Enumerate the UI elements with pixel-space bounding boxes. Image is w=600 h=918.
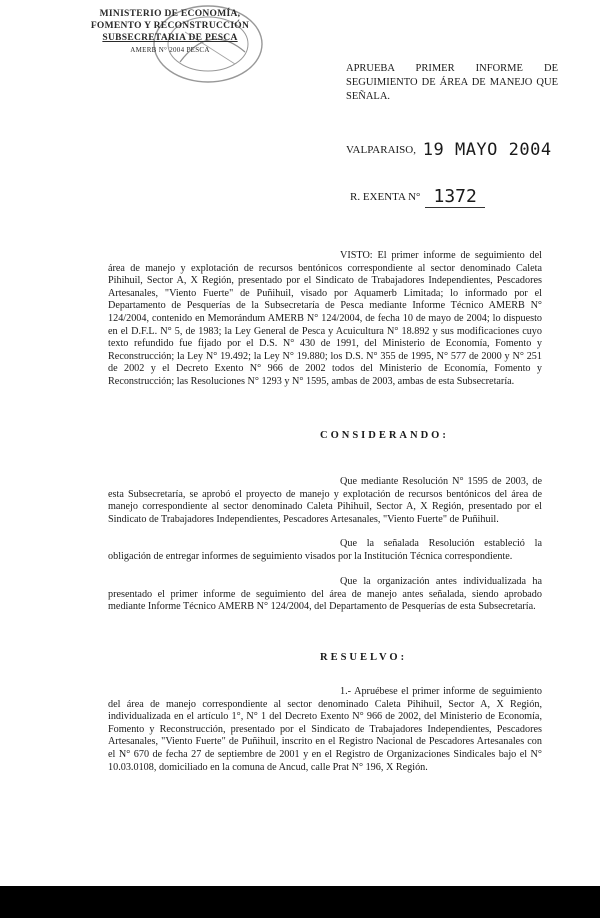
considerando-paragraph: Que mediante Resolución N° 1595 de 2003, de esta Subsecretaría, se aprobó el proyecto de manejo y explotación de recursos bentónicos del área de manejo correspondiente al sector denominado Caleta Pihihuil, Sector A, X Región, presentado por el Sindicato de Trabajadores Independientes, Pescadores Artesanales, "Viento Fuerte" de Puñihuil. bbox=[108, 476, 542, 525]
ministry-subtitle: FOMENTO Y RECONSTRUCCIÓN bbox=[90, 21, 250, 31]
resolution-label: R. EXENTA N° bbox=[350, 191, 421, 203]
ministry-header bbox=[70, 8, 270, 56]
considerando-heading: CONSIDERANDO: bbox=[320, 430, 449, 441]
ministry-name: MINISTERIO DE ECONOMÍA, bbox=[99, 9, 241, 19]
place-date-line bbox=[346, 140, 552, 160]
resuelvo-paragraph: 1.- Apruébese el primer informe de seguimiento del área de manejo correspondiente al sector denominado Caleta Pihihuil, Sector A, X Región, individualizada en el artículo 1°, N° 1 del Decreto Exento N° 966 de 2002, del Ministerio de Economía, Fomento y Reconstrucción, presentado por el Sindicato de Trabajadores Independientes, Pescadores Artesanales, "Viento Fuerte" de Puñihuil, inscrito en el Registro Nacional de Pescadores Artesanales con el N° 670 de fecha 27 de septiembre de 2001 y en el Registro de Organizaciones Sindicales bajo el N° 10.03.0108, domiciliado en la comuna de Ancud, calle Prat N° 196, X Región. bbox=[108, 686, 542, 773]
header-reference: AMERB N° 2004 PESCA bbox=[130, 46, 210, 54]
document-subject: APRUEBA PRIMER INFORME DE SEGUIMIENTO DE ÁREA DE MANEJO QUE SEÑALA. bbox=[346, 63, 558, 102]
visto-paragraph: VISTO: El primer informe de seguimiento del área de manejo y explotación de recursos bentónicos correspondiente al sector denominado Caleta Pihihuil, Sector A, X Región, presentado por el Sindicato de Trabajadores Independientes, Pescadores Artesanales, "Viento Fuerte" de Puñihuil, visado por Aquamerb Limitada; lo informado por el Departamento de Pesquerías de la Subsecretaría de Pesca mediante Informe Técnico AMERB N° 124/2004, contenido en Memorándum AMERB N° 124/2004, de fecha 10 de mayo de 2004; lo dispuesto en el D.F.L. N° 5, de 1983; la Ley General de Pesca y Acuicultura N° 18.892 y sus modificaciones cuyo texto refundido fue fijado por el D.S. N° 430 de 1991, del Ministerio de Economía, Fomento y Reconstrucción; la Ley N° 19.492; la Ley N° 19.880; los D.S. N° 355 de 1995, N° 577 de 2000 y N° 251 de 2002 y el Decreto Exento N° 966 de 2002 todos del Ministerio de Economía, Fomento y Reconstrucción; las Resoluciones N° 1293 y N° 1595, ambas de 2003, ambas de esta Subsecretaría. bbox=[108, 250, 542, 387]
considerando-paragraph: Que la organización antes individualizada ha presentado el primer informe de seguimiento del área de manejo antes señalada, siendo aprobado mediante Informe Técnico AMERB N° 124/2004, del Departamento de Pesquerías de esta Subsecretaría. bbox=[108, 576, 542, 613]
subsecretaria-name: SUBSECRETARIA DE PESCA bbox=[102, 33, 238, 43]
scan-edge-bar bbox=[0, 886, 600, 918]
resolution-line bbox=[350, 186, 485, 208]
considerando-paragraph: Que la señalada Resolución estableció la obligación de entregar informes de seguimiento visados por la Institución Técnica correspondiente. bbox=[108, 538, 542, 562]
document-date: 19 MAYO 2004 bbox=[422, 140, 552, 160]
place-label: VALPARAISO, bbox=[346, 144, 416, 156]
resolution-number: 1372 bbox=[425, 186, 485, 208]
resuelvo-heading: RESUELVO: bbox=[320, 652, 408, 663]
